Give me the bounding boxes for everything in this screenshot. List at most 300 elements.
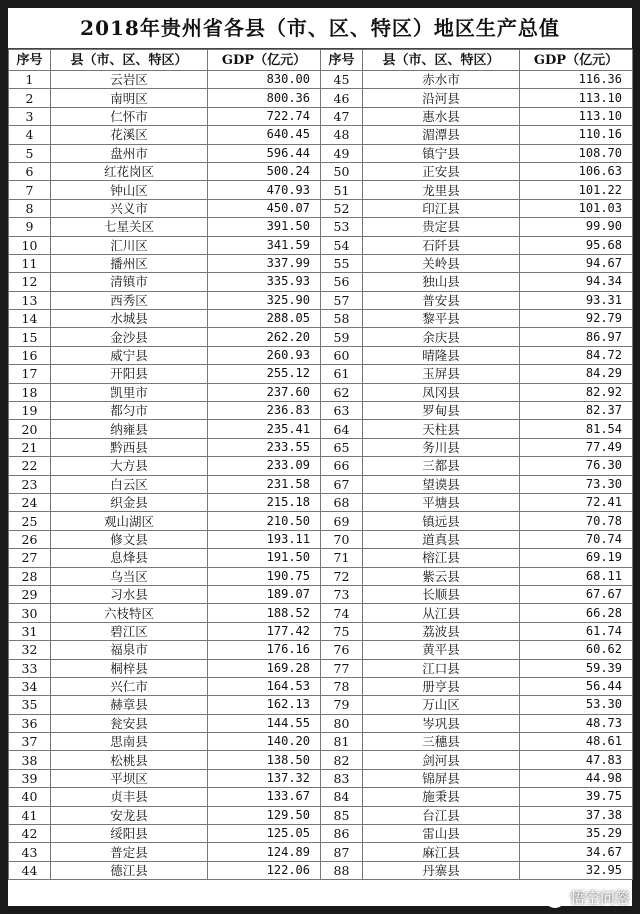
cell-idx: 53 xyxy=(321,218,363,236)
cell-gdp: 113.10 xyxy=(520,89,633,107)
cell-county: 平塘县 xyxy=(363,493,520,511)
cell-county: 三穗县 xyxy=(363,733,520,751)
cell-county: 黎平县 xyxy=(363,310,520,328)
table-row xyxy=(9,420,633,438)
cell-county: 荔波县 xyxy=(363,622,520,640)
cell-gdp: 177.42 xyxy=(208,622,321,640)
cell-county: 三都县 xyxy=(363,457,520,475)
cell-gdp: 144.55 xyxy=(208,714,321,732)
cell-county: 册亨县 xyxy=(363,677,520,695)
cell-idx: 23 xyxy=(9,475,51,493)
cell-idx: 37 xyxy=(9,733,51,751)
cell-gdp: 129.50 xyxy=(208,806,321,824)
cell-county: 碧江区 xyxy=(51,622,208,640)
cell-county: 安龙县 xyxy=(51,806,208,824)
cell-gdp: 164.53 xyxy=(208,677,321,695)
cell-county: 纳雍县 xyxy=(51,420,208,438)
cell-gdp: 93.31 xyxy=(520,291,633,309)
table-row xyxy=(9,861,633,879)
table-row xyxy=(9,181,633,199)
cell-gdp: 138.50 xyxy=(208,751,321,769)
cell-county: 兴仁市 xyxy=(51,677,208,695)
cell-county: 麻江县 xyxy=(363,843,520,861)
table-row xyxy=(9,144,633,162)
table-row xyxy=(9,291,633,309)
cell-county: 清镇市 xyxy=(51,273,208,291)
cell-gdp: 722.74 xyxy=(208,107,321,125)
table-row xyxy=(9,733,633,751)
table-row xyxy=(9,383,633,401)
table-row xyxy=(9,89,633,107)
table-row xyxy=(9,365,633,383)
cell-county: 湄潭县 xyxy=(363,126,520,144)
cell-idx: 20 xyxy=(9,420,51,438)
cell-idx: 75 xyxy=(321,622,363,640)
cell-gdp: 140.20 xyxy=(208,733,321,751)
cell-county: 红花岗区 xyxy=(51,162,208,180)
table-row xyxy=(9,806,633,824)
cell-county: 印江县 xyxy=(363,199,520,217)
cell-gdp: 122.06 xyxy=(208,861,321,879)
cell-gdp: 191.50 xyxy=(208,549,321,567)
cell-county: 西秀区 xyxy=(51,291,208,309)
cell-idx: 50 xyxy=(321,162,363,180)
cell-gdp: 99.90 xyxy=(520,218,633,236)
cell-county: 观山湖区 xyxy=(51,512,208,530)
table-row xyxy=(9,438,633,456)
cell-idx: 70 xyxy=(321,530,363,548)
cell-gdp: 77.49 xyxy=(520,438,633,456)
cell-county: 惠水县 xyxy=(363,107,520,125)
cell-idx: 48 xyxy=(321,126,363,144)
cell-county: 务川县 xyxy=(363,438,520,456)
cell-county: 凯里市 xyxy=(51,383,208,401)
cell-idx: 55 xyxy=(321,254,363,272)
cell-idx: 79 xyxy=(321,696,363,714)
cell-gdp: 470.93 xyxy=(208,181,321,199)
table-title: 2018年贵州省各县（市、区、特区）地区生产总值 xyxy=(8,8,632,49)
cell-idx: 27 xyxy=(9,549,51,567)
cell-gdp: 830.00 xyxy=(208,71,321,89)
cell-idx: 21 xyxy=(9,438,51,456)
cell-county: 普安县 xyxy=(363,291,520,309)
cell-county: 石阡县 xyxy=(363,236,520,254)
cell-idx: 26 xyxy=(9,530,51,548)
cell-county: 汇川区 xyxy=(51,236,208,254)
cell-gdp: 262.20 xyxy=(208,328,321,346)
cell-county: 关岭县 xyxy=(363,254,520,272)
cell-gdp: 215.18 xyxy=(208,493,321,511)
cell-gdp: 391.50 xyxy=(208,218,321,236)
cell-gdp: 70.78 xyxy=(520,512,633,530)
cell-idx: 12 xyxy=(9,273,51,291)
table-row xyxy=(9,162,633,180)
cell-county: 台江县 xyxy=(363,806,520,824)
cell-gdp: 69.19 xyxy=(520,549,633,567)
cell-county: 镇远县 xyxy=(363,512,520,530)
cell-gdp: 233.55 xyxy=(208,438,321,456)
table-row xyxy=(9,310,633,328)
table-row xyxy=(9,530,633,548)
table-row xyxy=(9,659,633,677)
cell-county: 仁怀市 xyxy=(51,107,208,125)
cell-idx: 62 xyxy=(321,383,363,401)
cell-gdp: 210.50 xyxy=(208,512,321,530)
cell-county: 锦屏县 xyxy=(363,769,520,787)
cell-county: 修文县 xyxy=(51,530,208,548)
cell-gdp: 124.89 xyxy=(208,843,321,861)
cell-gdp: 500.24 xyxy=(208,162,321,180)
cell-county: 江口县 xyxy=(363,659,520,677)
table-row xyxy=(9,254,633,272)
cell-gdp: 95.68 xyxy=(520,236,633,254)
cell-idx: 42 xyxy=(9,825,51,843)
header-gdp: GDP（亿元） xyxy=(208,50,321,71)
cell-idx: 67 xyxy=(321,475,363,493)
table-row xyxy=(9,788,633,806)
cell-idx: 39 xyxy=(9,769,51,787)
cell-idx: 59 xyxy=(321,328,363,346)
cell-gdp: 32.95 xyxy=(520,861,633,879)
cell-gdp: 169.28 xyxy=(208,659,321,677)
cell-idx: 43 xyxy=(9,843,51,861)
cell-county: 晴隆县 xyxy=(363,346,520,364)
cell-gdp: 35.29 xyxy=(520,825,633,843)
header-idx: 序号 xyxy=(321,50,363,71)
table-body xyxy=(9,71,633,880)
cell-gdp: 110.16 xyxy=(520,126,633,144)
cell-county: 平坝区 xyxy=(51,769,208,787)
cell-idx: 14 xyxy=(9,310,51,328)
cell-idx: 2 xyxy=(9,89,51,107)
table-row xyxy=(9,641,633,659)
cell-gdp: 325.90 xyxy=(208,291,321,309)
cell-county: 普定县 xyxy=(51,843,208,861)
cell-county: 云岩区 xyxy=(51,71,208,89)
cell-county: 沿河县 xyxy=(363,89,520,107)
cell-county: 紫云县 xyxy=(363,567,520,585)
table-row xyxy=(9,218,633,236)
wukong-logo-icon xyxy=(544,886,566,908)
table-row xyxy=(9,493,633,511)
cell-county: 大方县 xyxy=(51,457,208,475)
cell-county: 岑巩县 xyxy=(363,714,520,732)
cell-county: 天柱县 xyxy=(363,420,520,438)
cell-gdp: 800.36 xyxy=(208,89,321,107)
cell-idx: 49 xyxy=(321,144,363,162)
cell-gdp: 125.05 xyxy=(208,825,321,843)
cell-idx: 45 xyxy=(321,71,363,89)
cell-county: 雷山县 xyxy=(363,825,520,843)
cell-gdp: 113.10 xyxy=(520,107,633,125)
cell-county: 白云区 xyxy=(51,475,208,493)
table-row xyxy=(9,696,633,714)
cell-idx: 69 xyxy=(321,512,363,530)
cell-gdp: 82.92 xyxy=(520,383,633,401)
cell-county: 道真县 xyxy=(363,530,520,548)
cell-idx: 22 xyxy=(9,457,51,475)
cell-county: 剑河县 xyxy=(363,751,520,769)
cell-idx: 33 xyxy=(9,659,51,677)
cell-idx: 74 xyxy=(321,604,363,622)
cell-county: 桐梓县 xyxy=(51,659,208,677)
table-row xyxy=(9,512,633,530)
cell-idx: 3 xyxy=(9,107,51,125)
cell-gdp: 47.83 xyxy=(520,751,633,769)
cell-gdp: 86.97 xyxy=(520,328,633,346)
cell-idx: 18 xyxy=(9,383,51,401)
table-row xyxy=(9,107,633,125)
cell-gdp: 73.30 xyxy=(520,475,633,493)
cell-gdp: 101.03 xyxy=(520,199,633,217)
table-row xyxy=(9,769,633,787)
cell-idx: 82 xyxy=(321,751,363,769)
cell-gdp: 188.52 xyxy=(208,604,321,622)
cell-county: 钟山区 xyxy=(51,181,208,199)
cell-idx: 24 xyxy=(9,493,51,511)
cell-gdp: 61.74 xyxy=(520,622,633,640)
table-row xyxy=(9,585,633,603)
cell-idx: 9 xyxy=(9,218,51,236)
cell-county: 镇宁县 xyxy=(363,144,520,162)
cell-gdp: 76.30 xyxy=(520,457,633,475)
cell-idx: 36 xyxy=(9,714,51,732)
cell-county: 金沙县 xyxy=(51,328,208,346)
cell-county: 威宁县 xyxy=(51,346,208,364)
cell-idx: 73 xyxy=(321,585,363,603)
header-row xyxy=(9,50,633,71)
cell-county: 南明区 xyxy=(51,89,208,107)
cell-gdp: 34.67 xyxy=(520,843,633,861)
cell-idx: 31 xyxy=(9,622,51,640)
cell-county: 丹寨县 xyxy=(363,861,520,879)
cell-gdp: 106.63 xyxy=(520,162,633,180)
cell-county: 松桃县 xyxy=(51,751,208,769)
cell-county: 福泉市 xyxy=(51,641,208,659)
cell-idx: 17 xyxy=(9,365,51,383)
spreadsheet xyxy=(8,8,632,906)
cell-county: 贞丰县 xyxy=(51,788,208,806)
watermark-text: 悟空问答 xyxy=(569,888,630,907)
cell-county: 德江县 xyxy=(51,861,208,879)
cell-gdp: 39.75 xyxy=(520,788,633,806)
cell-idx: 77 xyxy=(321,659,363,677)
cell-gdp: 335.93 xyxy=(208,273,321,291)
cell-idx: 13 xyxy=(9,291,51,309)
cell-idx: 65 xyxy=(321,438,363,456)
cell-county: 余庆县 xyxy=(363,328,520,346)
cell-gdp: 116.36 xyxy=(520,71,633,89)
cell-county: 万山区 xyxy=(363,696,520,714)
table-row xyxy=(9,825,633,843)
cell-county: 龙里县 xyxy=(363,181,520,199)
cell-gdp: 108.70 xyxy=(520,144,633,162)
cell-gdp: 341.59 xyxy=(208,236,321,254)
cell-county: 榕江县 xyxy=(363,549,520,567)
watermark xyxy=(544,886,630,908)
cell-gdp: 640.45 xyxy=(208,126,321,144)
table-row xyxy=(9,126,633,144)
cell-gdp: 337.99 xyxy=(208,254,321,272)
cell-idx: 66 xyxy=(321,457,363,475)
cell-idx: 7 xyxy=(9,181,51,199)
cell-idx: 72 xyxy=(321,567,363,585)
table-row xyxy=(9,328,633,346)
cell-county: 凤冈县 xyxy=(363,383,520,401)
cell-county: 瓮安县 xyxy=(51,714,208,732)
cell-county: 玉屏县 xyxy=(363,365,520,383)
cell-gdp: 68.11 xyxy=(520,567,633,585)
cell-gdp: 176.16 xyxy=(208,641,321,659)
table-row xyxy=(9,71,633,89)
cell-idx: 84 xyxy=(321,788,363,806)
cell-idx: 44 xyxy=(9,861,51,879)
cell-idx: 30 xyxy=(9,604,51,622)
cell-gdp: 67.67 xyxy=(520,585,633,603)
cell-idx: 87 xyxy=(321,843,363,861)
cell-county: 播州区 xyxy=(51,254,208,272)
cell-idx: 88 xyxy=(321,861,363,879)
cell-gdp: 236.83 xyxy=(208,402,321,420)
cell-idx: 16 xyxy=(9,346,51,364)
cell-county: 七星关区 xyxy=(51,218,208,236)
cell-gdp: 72.41 xyxy=(520,493,633,511)
cell-county: 织金县 xyxy=(51,493,208,511)
cell-gdp: 237.60 xyxy=(208,383,321,401)
cell-idx: 25 xyxy=(9,512,51,530)
cell-gdp: 84.72 xyxy=(520,346,633,364)
cell-gdp: 260.93 xyxy=(208,346,321,364)
cell-gdp: 66.28 xyxy=(520,604,633,622)
cell-county: 长顺县 xyxy=(363,585,520,603)
cell-county: 思南县 xyxy=(51,733,208,751)
cell-gdp: 60.62 xyxy=(520,641,633,659)
cell-gdp: 233.09 xyxy=(208,457,321,475)
table-row xyxy=(9,346,633,364)
cell-idx: 60 xyxy=(321,346,363,364)
cell-county: 从江县 xyxy=(363,604,520,622)
cell-county: 正安县 xyxy=(363,162,520,180)
cell-county: 水城县 xyxy=(51,310,208,328)
cell-county: 望谟县 xyxy=(363,475,520,493)
cell-county: 花溪区 xyxy=(51,126,208,144)
cell-gdp: 82.37 xyxy=(520,402,633,420)
cell-county: 绥阳县 xyxy=(51,825,208,843)
cell-county: 赫章县 xyxy=(51,696,208,714)
cell-idx: 19 xyxy=(9,402,51,420)
cell-gdp: 133.67 xyxy=(208,788,321,806)
table-row xyxy=(9,457,633,475)
cell-idx: 38 xyxy=(9,751,51,769)
cell-idx: 57 xyxy=(321,291,363,309)
cell-idx: 58 xyxy=(321,310,363,328)
cell-idx: 76 xyxy=(321,641,363,659)
table-row xyxy=(9,751,633,769)
cell-gdp: 137.32 xyxy=(208,769,321,787)
cell-idx: 5 xyxy=(9,144,51,162)
cell-idx: 56 xyxy=(321,273,363,291)
cell-gdp: 162.13 xyxy=(208,696,321,714)
cell-county: 开阳县 xyxy=(51,365,208,383)
table-row xyxy=(9,604,633,622)
cell-county: 都匀市 xyxy=(51,402,208,420)
cell-idx: 11 xyxy=(9,254,51,272)
cell-gdp: 288.05 xyxy=(208,310,321,328)
cell-idx: 4 xyxy=(9,126,51,144)
cell-county: 六枝特区 xyxy=(51,604,208,622)
table-row xyxy=(9,677,633,695)
cell-gdp: 193.11 xyxy=(208,530,321,548)
cell-idx: 1 xyxy=(9,71,51,89)
cell-gdp: 70.74 xyxy=(520,530,633,548)
cell-county: 盘州市 xyxy=(51,144,208,162)
cell-idx: 34 xyxy=(9,677,51,695)
cell-gdp: 235.41 xyxy=(208,420,321,438)
cell-idx: 63 xyxy=(321,402,363,420)
cell-county: 乌当区 xyxy=(51,567,208,585)
cell-gdp: 48.61 xyxy=(520,733,633,751)
cell-idx: 68 xyxy=(321,493,363,511)
cell-gdp: 94.34 xyxy=(520,273,633,291)
cell-idx: 47 xyxy=(321,107,363,125)
table-row xyxy=(9,199,633,217)
cell-idx: 51 xyxy=(321,181,363,199)
cell-gdp: 81.54 xyxy=(520,420,633,438)
table-row xyxy=(9,622,633,640)
cell-idx: 61 xyxy=(321,365,363,383)
cell-idx: 15 xyxy=(9,328,51,346)
cell-idx: 54 xyxy=(321,236,363,254)
cell-idx: 46 xyxy=(321,89,363,107)
cell-gdp: 190.75 xyxy=(208,567,321,585)
cell-county: 习水县 xyxy=(51,585,208,603)
cell-gdp: 231.58 xyxy=(208,475,321,493)
cell-idx: 80 xyxy=(321,714,363,732)
cell-idx: 28 xyxy=(9,567,51,585)
table-row xyxy=(9,714,633,732)
table-row xyxy=(9,843,633,861)
cell-gdp: 48.73 xyxy=(520,714,633,732)
cell-county: 黄平县 xyxy=(363,641,520,659)
cell-idx: 52 xyxy=(321,199,363,217)
cell-gdp: 56.44 xyxy=(520,677,633,695)
header-gdp: GDP（亿元） xyxy=(520,50,633,71)
cell-county: 黔西县 xyxy=(51,438,208,456)
cell-gdp: 59.39 xyxy=(520,659,633,677)
cell-idx: 32 xyxy=(9,641,51,659)
cell-idx: 86 xyxy=(321,825,363,843)
cell-idx: 71 xyxy=(321,549,363,567)
cell-idx: 8 xyxy=(9,199,51,217)
cell-idx: 64 xyxy=(321,420,363,438)
cell-idx: 29 xyxy=(9,585,51,603)
cell-idx: 40 xyxy=(9,788,51,806)
cell-county: 施秉县 xyxy=(363,788,520,806)
header-idx: 序号 xyxy=(9,50,51,71)
header-name: 县（市、区、特区） xyxy=(363,50,520,71)
cell-gdp: 92.79 xyxy=(520,310,633,328)
cell-idx: 6 xyxy=(9,162,51,180)
table-row xyxy=(9,402,633,420)
cell-idx: 10 xyxy=(9,236,51,254)
cell-county: 独山县 xyxy=(363,273,520,291)
gdp-table xyxy=(8,49,633,880)
cell-gdp: 189.07 xyxy=(208,585,321,603)
cell-county: 兴义市 xyxy=(51,199,208,217)
cell-gdp: 255.12 xyxy=(208,365,321,383)
cell-gdp: 101.22 xyxy=(520,181,633,199)
cell-idx: 78 xyxy=(321,677,363,695)
